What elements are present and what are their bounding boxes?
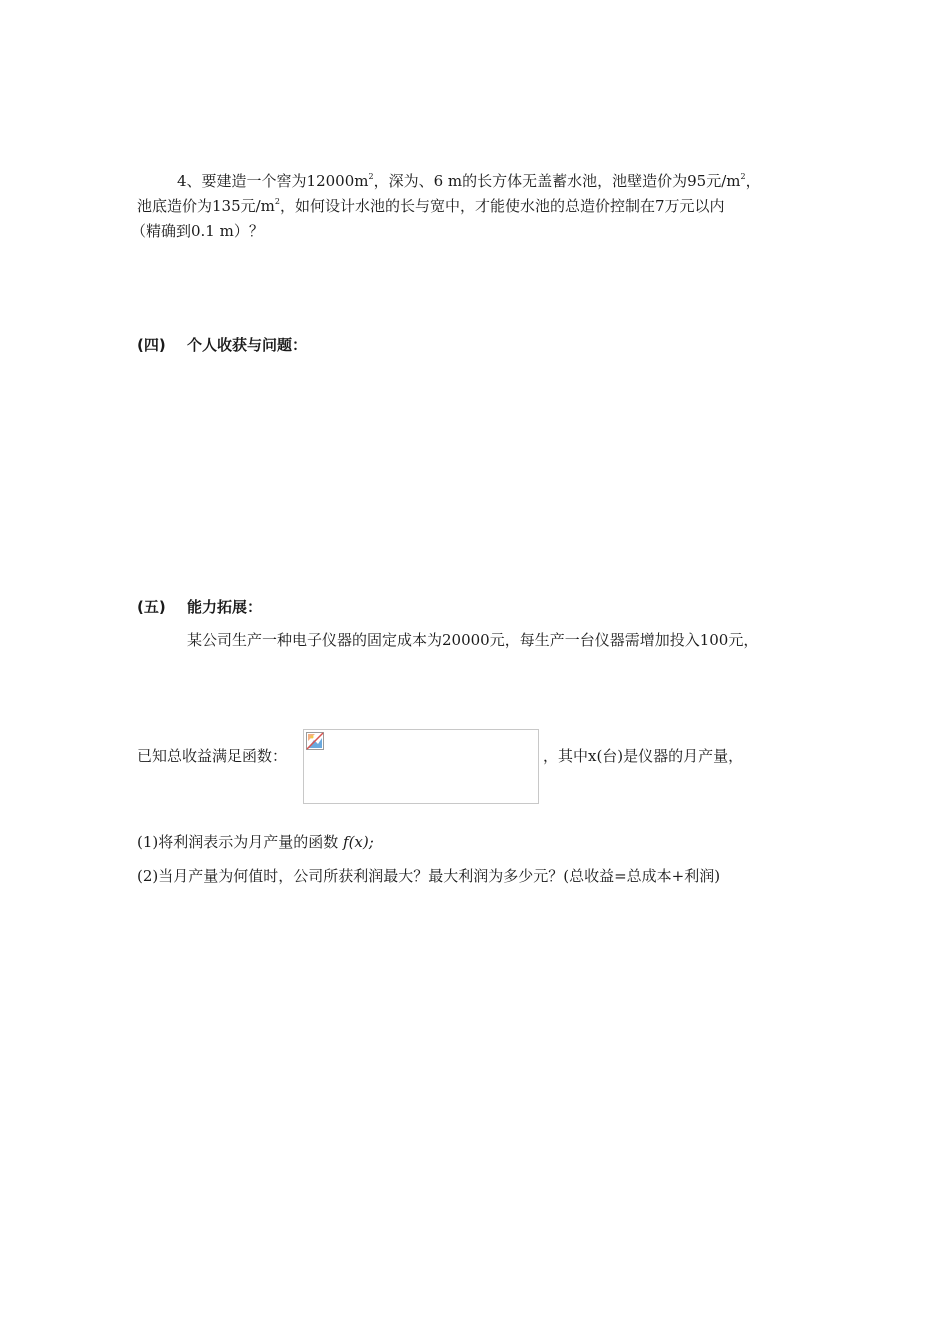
section-number: (五) <box>137 598 166 616</box>
extension-intro: 某公司生产一种电子仪器的固定成本为20000元，每生产一台仪器需增加投入100元， <box>187 631 759 649</box>
superscript: 2 <box>740 172 746 181</box>
function-suffix: ，其中x(台)是仪器的月产量， <box>543 747 744 765</box>
problem4-text-c: ，深为、6 m的长方体无盖蓄水池，池壁造价为95元/m <box>373 172 741 190</box>
section-number: (四) <box>137 336 166 354</box>
section-title: 个人收获与问题： <box>187 336 308 354</box>
superscript: 2 <box>368 172 374 181</box>
superscript: 2 <box>274 197 281 206</box>
problem4-text-e: ， <box>745 172 761 190</box>
function-notation: f(x); <box>343 833 374 851</box>
problem4-text-c: ，如何设计水池的长与宽中，才能使水池的总造价控制在7万元以内 <box>280 197 725 215</box>
problem4-text-a: 4、要建造一个窖为12000m <box>177 172 369 190</box>
question-1-text: (1)将利润表示为月产量的函数 <box>137 833 339 851</box>
broken-image-icon <box>306 732 324 750</box>
problem4-line2 <box>137 195 725 217</box>
problem4-line1 <box>177 170 761 192</box>
section-heading-4 <box>137 334 307 356</box>
problem4-line3: （精确到0.1 m）？ <box>131 222 264 240</box>
problem4-text-a: 池底造价为135元/m <box>137 197 275 215</box>
function-prefix: 已知总收益满足函数： <box>137 747 288 765</box>
question-2: (2)当月产量为何值时，公司所获利润最大？最大利润为多少元？(总收益=总成本+利润) <box>137 867 721 885</box>
section-title: 能力拓展： <box>187 598 263 616</box>
section-heading-5 <box>137 596 262 618</box>
question-1 <box>137 831 374 853</box>
formula-image-placeholder <box>303 729 539 804</box>
